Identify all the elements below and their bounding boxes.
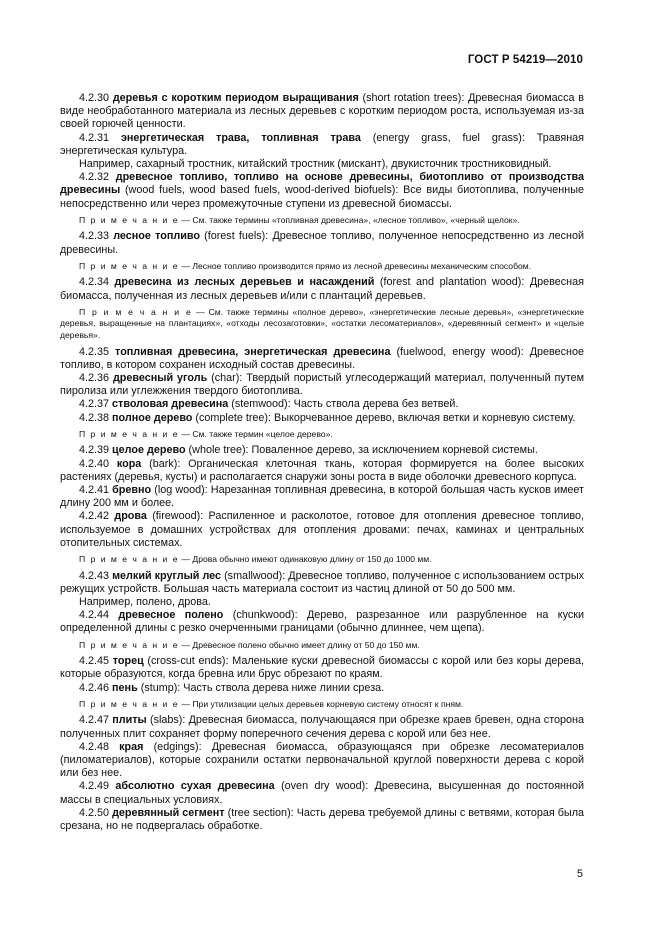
term-name: дрова bbox=[114, 510, 147, 523]
term-text: (tree section): Часть дерева требуемой длины с ветвями, которая была срезана, но не подвергалась обработке. bbox=[60, 806, 584, 833]
note-label: П р и м е ч а н и е bbox=[79, 306, 193, 317]
term-definition bbox=[60, 444, 584, 457]
term-definition bbox=[60, 780, 584, 806]
term-name: лесное топливо bbox=[113, 230, 200, 243]
term-name: древесный уголь bbox=[112, 372, 208, 385]
term-number: 4.2.50 bbox=[79, 806, 110, 819]
note bbox=[60, 640, 584, 652]
note-text: — См. также термин «целое дерево». bbox=[179, 428, 333, 439]
term-name: края bbox=[119, 740, 144, 753]
term-number: 4.2.49 bbox=[79, 780, 110, 793]
term-definition bbox=[60, 372, 584, 398]
note-text: — Дрова обычно имеют одинаковую длину от 150 до 1000 мм. bbox=[179, 554, 432, 565]
term-name: древесное полено bbox=[118, 609, 224, 622]
term-definition bbox=[60, 398, 584, 411]
note bbox=[60, 429, 584, 441]
term-number: 4.2.46 bbox=[79, 681, 110, 694]
term-name: деревянный сегмент bbox=[112, 806, 225, 819]
term-name: деревья с коротким периодом выращивания bbox=[112, 92, 359, 104]
term-definition bbox=[60, 458, 584, 484]
term-name: плиты bbox=[112, 714, 147, 727]
term-number: 4.2.33 bbox=[79, 230, 110, 243]
note-text: — См. также термины «топливная древесина», «лесное топливо», «черный щелок». bbox=[179, 214, 520, 225]
note-label: П р и м е ч а н и е bbox=[79, 554, 180, 565]
term-definition bbox=[60, 714, 584, 740]
example-text: Например, полено, дрова. bbox=[79, 596, 211, 609]
term-text: (smallwood): Древесное топливо, полученное с использованием острых режущих устройств. Большая часть материала состоит из частиц длиной от 50 до 500 мм. bbox=[60, 569, 585, 595]
term-number: 4.2.34 bbox=[79, 276, 110, 289]
term-definition bbox=[60, 741, 584, 781]
term-text: (stump): Часть ствола дерева ниже линии среза. bbox=[137, 681, 385, 694]
note bbox=[60, 261, 584, 273]
term-definition bbox=[60, 92, 584, 132]
note bbox=[60, 215, 584, 227]
term-name: мелкий круглый лес bbox=[112, 569, 222, 582]
note-text: — Древесное полено обычно имеет длину от 50 до 150 мм. bbox=[179, 639, 420, 650]
term-text: (oven dry wood): Древесина, высушенная до постоянной массы в специальных условиях. bbox=[60, 780, 584, 806]
note bbox=[60, 307, 584, 342]
term-number: 4.2.45 bbox=[79, 655, 110, 668]
term-number: 4.2.47 bbox=[79, 714, 110, 727]
term-definition bbox=[60, 346, 584, 372]
document-header: ГОСТ Р 54219—2010 bbox=[467, 54, 583, 66]
term-definition bbox=[60, 412, 584, 425]
term-text: (edgings): Древесная биомасса, образующаяся при обрезке лесоматериалов (пиломатериалов), которые сохранили остатки первоначальной круглой поверхности дерева с корой или без нее. bbox=[60, 740, 585, 780]
term-definition bbox=[60, 570, 584, 596]
term-number: 4.2.38 bbox=[79, 411, 110, 424]
term-text: (energy grass, fuel grass): Травяная энергетическая культура. bbox=[60, 131, 585, 157]
document-body bbox=[60, 92, 584, 833]
term-text: (forest fuels): Древесное топливо, полученное непосредственно из лесной древесины. bbox=[60, 230, 584, 256]
note bbox=[60, 554, 584, 566]
term-text: (char): Твердый пористый углесодержащий материал, полученный путем пиролиза или углежжения твердого биотоплива. bbox=[60, 372, 584, 398]
term-definition bbox=[60, 132, 584, 158]
term-definition bbox=[60, 655, 584, 681]
term-number: 4.2.42 bbox=[79, 510, 110, 523]
term-number: 4.2.41 bbox=[79, 484, 110, 497]
term-definition bbox=[60, 171, 584, 211]
note-text: — См. также термины «полное дерево», «энергетические лесные деревья», «энергетические деревья, выращенные на плантациях», «отходы лесозаготовки», «остатки лесоматериалов», «деревянный сегмент» и «целые деревья». bbox=[60, 306, 585, 341]
term-number: 4.2.32 bbox=[79, 171, 110, 184]
term-text: (stemwood): Часть ствола дерева без ветвей. bbox=[228, 398, 459, 411]
term-number: 4.2.39 bbox=[79, 444, 110, 457]
term-definition bbox=[60, 230, 584, 256]
term-name: древесина из лесных деревьев и насаждений bbox=[114, 276, 375, 289]
note-label: П р и м е ч а н и е bbox=[79, 214, 180, 225]
term-definition bbox=[60, 609, 584, 635]
term-definition bbox=[60, 807, 584, 833]
term-number: 4.2.31 bbox=[79, 131, 110, 144]
term-number: 4.2.44 bbox=[79, 609, 110, 622]
term-text: (complete tree): Выкорчеванное дерево, включая ветки и корневую систему. bbox=[192, 411, 576, 424]
term-name: целое дерево bbox=[112, 444, 186, 457]
term-name: торец bbox=[112, 655, 144, 668]
page-number: 5 bbox=[576, 868, 583, 880]
term-name: стволовая древесина bbox=[112, 398, 229, 411]
note-label: П р и м е ч а н и е bbox=[79, 639, 180, 650]
term-number: 4.2.35 bbox=[79, 345, 110, 358]
term-name: бревно bbox=[112, 484, 152, 497]
term-number: 4.2.48 bbox=[79, 740, 110, 753]
term-name: полное дерево bbox=[112, 411, 193, 424]
term-text: (cross-cut ends): Маленькие куски древесной биомассы с корой или без коры дерева, которые образуются, когда бревна или брус обрезают по краям. bbox=[60, 655, 585, 681]
term-definition bbox=[60, 484, 584, 510]
term-number: 4.2.30 bbox=[79, 92, 110, 104]
term-definition bbox=[60, 682, 584, 695]
term-text: (bark): Органическая клеточная ткань, которая формируется на более высоких растениях (деревья, кусты) и располагается снаружи зоны роста в виде оболочки древесного корпуса. bbox=[60, 457, 584, 483]
term-number: 4.2.37 bbox=[79, 398, 110, 411]
term-name: кора bbox=[116, 457, 142, 470]
term-name: древесное топливо, топливо на основе древесины, биотопливо от производства древесины bbox=[60, 171, 585, 197]
term-text: (short rotation trees): Древесная биомасса в виде необработанного материала из лесных деревьев с коротким периодом роста, используемая из-за своей горючей ценности. bbox=[60, 92, 585, 131]
term-text: (fuelwood, energy wood): Древесное топливо, в котором сохранен исходный состав древесины. bbox=[60, 345, 585, 371]
example-text: Например, сахарный тростник, китайский тростник (мискант), двукисточник тростниковидный. bbox=[79, 158, 552, 171]
term-name: пень bbox=[112, 681, 138, 694]
note-label: П р и м е ч а н и е bbox=[79, 260, 180, 271]
term-text: (forest and plantation wood): Древесная биомасса, полученная из лесных деревьев и/или с плантаций деревьев. bbox=[60, 276, 584, 302]
term-text: (slabs): Древесная биомасса, получающаяся при обрезке краев бревен, одна сторона полученных плит сохраняет форму поперечного сечения дерева с корой или без нее. bbox=[60, 714, 584, 740]
term-number: 4.2.43 bbox=[79, 569, 110, 582]
note-text: — При утилизации целых деревьев корневую систему относят к пням. bbox=[179, 698, 464, 709]
term-number: 4.2.36 bbox=[79, 372, 110, 385]
term-name: энергетическая трава, топливная трава bbox=[120, 131, 361, 144]
term-number: 4.2.40 bbox=[79, 457, 110, 470]
term-text: (firewood): Распиленное и расколотое, готовое для отопления древесное топливо, используемое в домашних устройствах для отопления дровами: печах, каминах и центральных отопительных системах. bbox=[60, 510, 585, 549]
term-text: (whole tree): Поваленное дерево, за исключением корневой системы. bbox=[185, 444, 538, 457]
term-definition bbox=[60, 510, 584, 550]
note bbox=[60, 699, 584, 711]
term-name: абсолютно сухая древесина bbox=[115, 780, 275, 793]
term-text: (wood fuels, wood based fuels, wood-derived biofuels): Все виды биотоплива, полученные непосредственно или через промежуточные ступени из древесной биомассы. bbox=[60, 184, 584, 210]
note-label: П р и м е ч а н и е bbox=[79, 698, 180, 709]
term-text: (log wood): Нарезанная топливная древесина, в которой большая часть кусков имеет длину 200 мм и более. bbox=[60, 484, 584, 510]
term-definition bbox=[60, 276, 584, 302]
note-text: — Лесное топливо производится прямо из лесной древесины механическим способом. bbox=[179, 260, 532, 271]
note-label: П р и м е ч а н и е bbox=[79, 428, 180, 439]
term-name: топливная древесина, энергетическая древесина bbox=[115, 345, 391, 358]
term-text: (chunkwood): Дерево, разрезанное или разрубленное на куски определенной длины с резко очерченными границами (обычно длиннее, чем щепа). bbox=[60, 609, 585, 635]
